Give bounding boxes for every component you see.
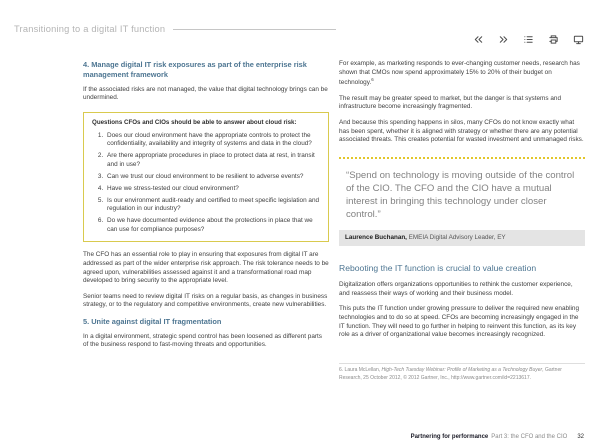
display-icon[interactable] [572,33,584,45]
digitalization-paragraph: Digitalization offers organizations opportunities to rethink the customer experience, and reassess their ways of working and their business model. [339,281,573,297]
list-item: 1. Does our cloud environment have the appropriate controls to protect the confidentiality, availability and integrity of systems and data in the cloud? [105,132,320,149]
list-item: 5. Is our environment audit-ready and certified to meet specific legislation and regulation in our industry? [105,197,320,214]
list-icon[interactable] [522,33,534,45]
quote-author: Laurence Buchanan, [345,233,407,241]
section-5-paragraph: In a digital environment, strategic spend control has been loosened as different parts of the business respond to fast-moving threats and opportunities. [83,332,322,349]
cmo-spend-paragraph: For example, as marketing responds to ever-changing customer needs, research has shown that CMOs now spend approximately 15% to 20% of their budget on technology.$^6$ [339,60,580,87]
content-columns [83,60,585,382]
quote-author-role: EMEIA Digital Advisory Leader, EY [406,233,506,241]
chevrons-left-icon[interactable] [472,33,484,45]
questions-list [92,132,320,235]
footnote: 6. Laura McLellan, High-Tech Tuesday Webinar: Profile of Marketing as a Technology Buyer, Gartner Research, 25 October 2012, © 2012 Gartner, Inc., http://www.gartner.com/id=2213617. [339,363,585,382]
senior-teams-paragraph: Senior teams need to review digital IT risks on a regular basis, as changes in business strategy, or to the regulatory and competitive environments, create new vulnerabilities. [83,292,328,309]
cloud-risk-questions-box [83,112,329,243]
left-column [83,60,329,382]
list-item: 6. Do we have documented evidence about the protections in place that we can use for compliance purposes? [105,217,320,234]
speed-to-market-paragraph: The result may be greater speed to market, but the danger is that systems and infrastructure become increasingly fragmented. [339,94,562,111]
quote-text: “Spend on technology is moving outside of the control of the CIO. The CFO and the CIO have a mutual interest in bringing this technology under closer control.” [346,169,575,220]
toolbar [472,33,584,45]
section-4-intro: If the associated risks are not managed, the value that digital technology brings can be undermined. [83,85,328,102]
section-5-heading: 5. Unite against digital IT fragmentation [83,316,222,326]
section-4-heading: 4. Manage digital IT risk exposures as part of the enterprise risk management framework [83,60,307,79]
right-column [339,60,585,382]
cfo-role-paragraph: The CFO has an essential role to play in ensuring that exposures from digital IT are addressed as part of the wider enterprise risk approach. The risk tolerance needs to be agreed upon, vulnerabilities assessed against it and a transformational road map developed to bring security to the appropriate level. [83,251,329,285]
chevrons-right-icon[interactable] [497,33,509,45]
title-rule [173,29,336,30]
print-icon[interactable] [547,33,559,45]
quote-attribution [339,230,585,246]
page-title: Transitioning to a digital IT function [14,24,166,34]
page-header [14,24,336,34]
rebooting-section-heading: Rebooting the IT function is crucial to value creation [339,263,537,274]
list-item: 2. Are there appropriate procedures in place to protect data at rest, in transit and in use? [105,152,320,169]
report-part: Part 3: the CFO and the CIO [491,434,568,440]
list-item: 3. Can we trust our cloud environment to be resilient to adverse events? [105,173,320,182]
it-function-paragraph: This puts the IT function under growing pressure to deliver the required new enabling technologies and to do so at speed. CFOs are becoming increasingly engaged in the IT function. They will need to go further in helping to reinvent this function, as its key role as a driver of organizational value becomes increasingly recognized. [339,305,580,339]
footnote-marker: 6 [371,77,374,83]
silo-spending-paragraph: And because this spending happens in silos, many CFOs do not know exactly what has been spent, whether it is aligned with strategy or whether there are any potential associated threats. This creates potential for wasted investment and unmanaged risks. [339,119,584,144]
questions-box-title: Questions CFOs and CIOs should be able to answer about cloud risk: [92,118,297,126]
report-title: Partnering for performance [410,434,489,440]
page-footer [411,434,584,440]
list-item: 4. Have we stress-tested our cloud environment? [105,185,320,194]
pull-quote-block [339,157,585,246]
page-number: 32 [577,434,584,440]
